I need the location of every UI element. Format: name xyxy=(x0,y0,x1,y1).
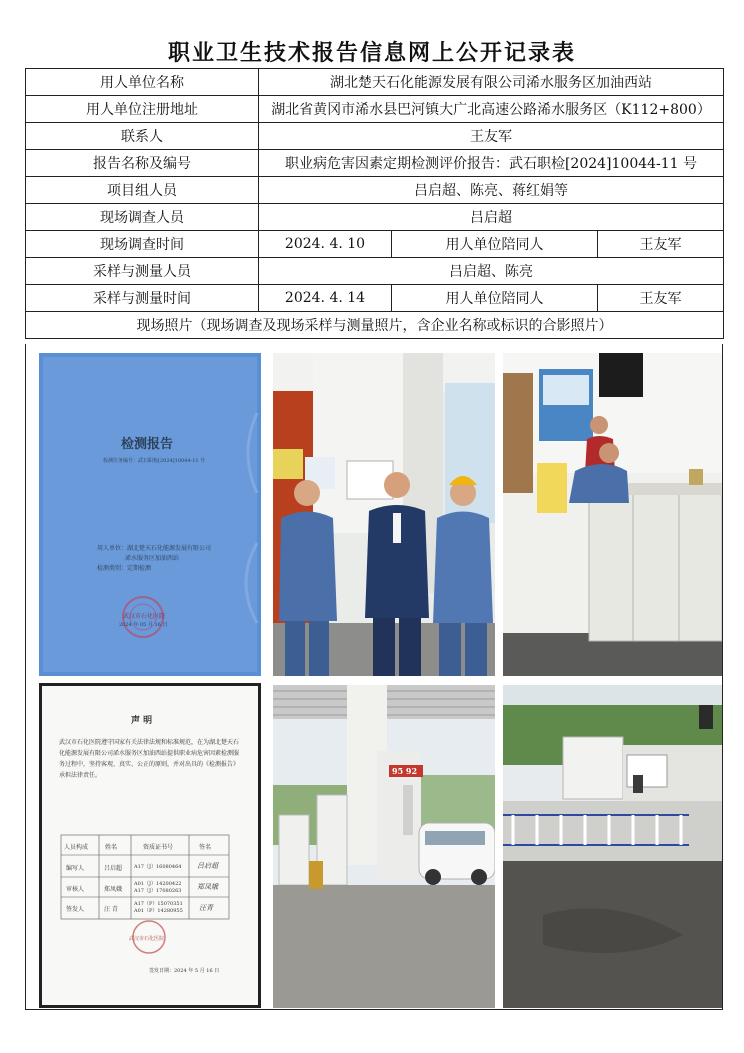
row-report xyxy=(26,150,724,177)
cover-date: 2024 年 05 月 16 日 xyxy=(119,622,168,628)
statement-heading: 声 明 xyxy=(131,716,153,726)
row-unit-name xyxy=(26,69,724,96)
row-survey-time xyxy=(26,231,724,258)
value-sampling-staff: 吕启超、陈亮 xyxy=(259,258,724,285)
label-survey-escort: 用人单位陪同人 xyxy=(392,231,598,258)
label-survey-time: 现场调查时间 xyxy=(26,231,259,258)
value-contact: 王友军 xyxy=(259,123,724,150)
statement-r2-name: 郑凤娥 xyxy=(104,886,123,893)
label-address: 用人单位注册地址 xyxy=(26,96,259,123)
label-sampling-time: 采样与测量时间 xyxy=(26,285,259,312)
photo-fuel-pumps xyxy=(273,685,495,1008)
statement-r2-role: 审核人 xyxy=(66,886,85,893)
statement-th-role: 人员构成 xyxy=(64,844,89,851)
statement-r1-cert: A17（J）16080464 xyxy=(134,864,182,870)
cover-issuer: 武汉市石化医院 xyxy=(123,613,166,620)
statement-date: 签发日期：2024 年 5 月 16 日 xyxy=(149,968,220,974)
pump-number: 95 92 xyxy=(392,766,418,776)
row-team xyxy=(26,177,724,204)
photo-area xyxy=(25,344,723,1010)
label-report: 报告名称及编号 xyxy=(26,150,259,177)
label-sampling-staff: 采样与测量人员 xyxy=(26,258,259,285)
cover-task-no: 检测任务编号：武石职检[2024]10044-11 号 xyxy=(103,458,206,464)
row-sampling-time xyxy=(26,285,724,312)
statement-r3-sign: 汪青 xyxy=(199,904,213,912)
statement-r2-sign: 郑凤娥 xyxy=(197,883,218,891)
value-sampling-date: 2024. 4. 14 xyxy=(259,285,392,312)
value-team: 吕启超、陈亮、蒋红娟等 xyxy=(259,177,724,204)
statement-body: 武汉市石化医院遵守国家有关法律法规和标准规范，在为湖北楚天石化能源发展有限公司浠水服务区加油西站提供职业病危害因素检测服务过程中，坚持客观、真实、公正的原则，并对出具的《检测报告》承担法律责任。 xyxy=(59,739,240,779)
value-unit-name: 湖北楚天石化能源发展有限公司浠水服务区加油西站 xyxy=(259,69,724,96)
cover-category: 检测类别：定期检测 xyxy=(97,565,152,572)
value-survey-staff: 吕启超 xyxy=(259,204,724,231)
statement-r3-cert: A17（P）15070351 A01（P）14280955 xyxy=(134,901,183,914)
label-contact: 联系人 xyxy=(26,123,259,150)
label-survey-staff: 现场调查人员 xyxy=(26,204,259,231)
photos-header: 现场照片（现场调查及现场采样与测量照片，含企业名称或标识的合影照片） xyxy=(26,312,724,339)
record-table xyxy=(25,68,724,339)
label-unit-name: 用人单位名称 xyxy=(26,69,259,96)
statement-th-name: 姓名 xyxy=(105,844,118,851)
row-address xyxy=(26,96,724,123)
photo-group-staff xyxy=(273,353,495,676)
statement-r3-name: 汪 青 xyxy=(104,906,118,913)
statement-issuer: 武汉市石化医院 xyxy=(129,936,165,942)
row-sampling-staff xyxy=(26,258,724,285)
value-address: 湖北省黄冈市浠水县巴河镇大广北高速公路浠水服务区（K112+800） xyxy=(259,96,724,123)
photo-statement-page xyxy=(39,683,261,1008)
statement-th-sign: 签名 xyxy=(199,844,212,851)
row-contact xyxy=(26,123,724,150)
statement-r2-cert: A01（J）14200422 A17（J）17080263 xyxy=(134,881,182,894)
photo-report-cover xyxy=(39,353,261,676)
value-survey-escort: 王友军 xyxy=(598,231,724,258)
photo-sampling-site xyxy=(503,685,722,1008)
cover-client: 用人单位：湖北楚天石化能源发展有限公司 xyxy=(97,545,212,552)
label-team: 项目组人员 xyxy=(26,177,259,204)
value-report: 职业病危害因素定期检测评价报告：武石职检[2024]10044-11 号 xyxy=(259,150,724,177)
statement-r3-role: 签发人 xyxy=(66,906,85,913)
row-survey-staff xyxy=(26,204,724,231)
row-photos-header xyxy=(26,312,724,339)
label-sampling-escort: 用人单位陪同人 xyxy=(392,285,598,312)
value-survey-date: 2024. 4. 10 xyxy=(259,231,392,258)
value-sampling-escort: 王友军 xyxy=(598,285,724,312)
cover-heading: 检测报告 xyxy=(121,437,174,452)
photo-office-counter xyxy=(503,353,722,676)
page-title: 职业卫生技术报告信息网上公开记录表 xyxy=(167,40,576,66)
cover-client-2: 浠水服务区加油西站 xyxy=(125,555,180,562)
statement-th-cert: 资质证书号 xyxy=(143,844,174,851)
statement-r1-name: 吕启超 xyxy=(104,865,123,872)
statement-r1-role: 编写人 xyxy=(66,865,85,872)
statement-r1-sign: 吕启超 xyxy=(197,862,218,870)
